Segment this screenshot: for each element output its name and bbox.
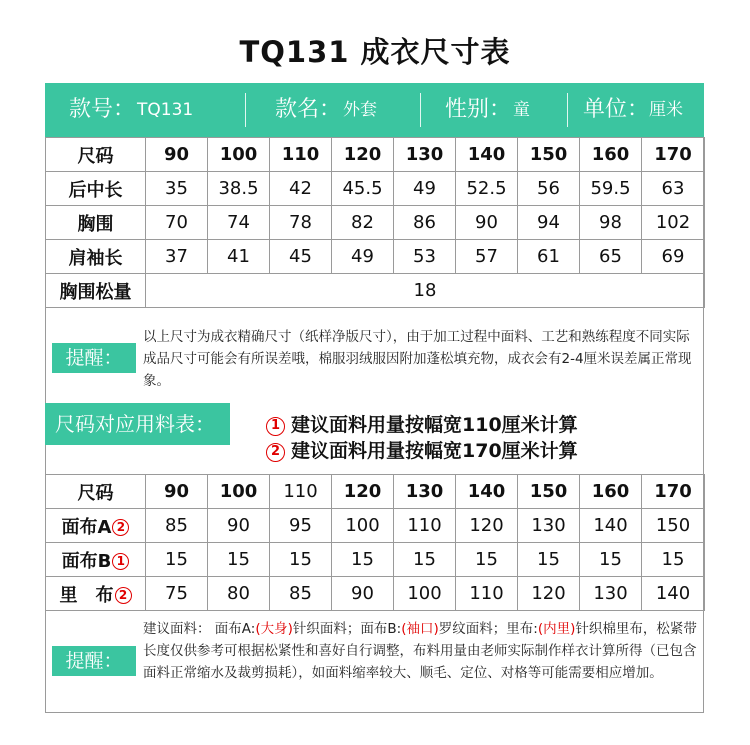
header-divider bbox=[567, 93, 568, 127]
size-header-cell: 130 bbox=[394, 138, 456, 172]
table-cell: 86 bbox=[394, 206, 456, 240]
size-header-cell: 170 bbox=[642, 475, 705, 509]
reminder-note bbox=[45, 308, 704, 397]
fabric-advice-2 bbox=[265, 436, 578, 463]
table-cell: 53 bbox=[394, 240, 456, 274]
table-cell: 110 bbox=[394, 509, 456, 543]
size-header-cell: 140 bbox=[456, 475, 518, 509]
table-cell: 65 bbox=[580, 240, 642, 274]
info-header bbox=[45, 83, 704, 137]
size-header-cell: 140 bbox=[456, 138, 518, 172]
note-highlight: (大身) bbox=[255, 621, 293, 637]
table-cell: 140 bbox=[642, 577, 705, 611]
table-cell: 150 bbox=[642, 509, 705, 543]
size-row-label: 尺码 bbox=[46, 138, 146, 172]
table-cell: 49 bbox=[332, 240, 394, 274]
header-divider bbox=[420, 93, 421, 127]
table-cell: 130 bbox=[580, 577, 642, 611]
size-header-cell: 150 bbox=[518, 138, 580, 172]
circled-number-icon: 2 bbox=[115, 587, 132, 604]
row-label: 后中长 bbox=[46, 172, 146, 206]
size-row-label: 尺码 bbox=[46, 475, 146, 509]
table-cell: 100 bbox=[394, 577, 456, 611]
table-row bbox=[46, 543, 705, 577]
ease-label: 胸围松量 bbox=[46, 274, 146, 308]
fabric-table bbox=[45, 474, 705, 611]
table-row bbox=[46, 172, 705, 206]
table-cell: 78 bbox=[270, 206, 332, 240]
table-cell: 110 bbox=[456, 577, 518, 611]
gender-label: 性别： bbox=[445, 97, 512, 122]
table-cell: 35 bbox=[146, 172, 208, 206]
reminder-badge-2: 提醒： bbox=[52, 646, 136, 676]
fabric-advice-1 bbox=[265, 410, 578, 437]
note-text: 针织棉里布，松紧带长度仅供参考可根据松紧性和喜好自行调整，布料用量由老师实际制作样衣计算所得（已包含面料正常缩水及裁剪损耗），如面料缩率较大、顺毛、定位、对格等可能需要相应增加。 bbox=[143, 621, 697, 681]
note-text: 建议面料： 面布A: bbox=[143, 621, 256, 637]
table-cell: 15 bbox=[518, 543, 580, 577]
table-cell: 42 bbox=[270, 172, 332, 206]
style-no-label: 款号： bbox=[69, 97, 136, 122]
table-cell: 120 bbox=[456, 509, 518, 543]
table-cell: 56 bbox=[518, 172, 580, 206]
note-highlight: (袖口) bbox=[401, 621, 439, 637]
name-value: 外套 bbox=[343, 100, 377, 120]
advice-text: 建议面料用量按幅宽170厘米计算 bbox=[291, 440, 578, 462]
table-cell: 98 bbox=[580, 206, 642, 240]
size-header-cell: 120 bbox=[332, 138, 394, 172]
row-label: 肩袖长 bbox=[46, 240, 146, 274]
unit-value: 厘米 bbox=[649, 100, 683, 120]
gender-value: 童 bbox=[513, 100, 530, 120]
circled-number-icon: 2 bbox=[266, 443, 285, 462]
size-header-cell: 120 bbox=[332, 475, 394, 509]
advice-text: 建议面料用量按幅宽110厘米计算 bbox=[291, 414, 578, 436]
table-cell: 52.5 bbox=[456, 172, 518, 206]
size-header-cell: 160 bbox=[580, 475, 642, 509]
table-cell: 41 bbox=[208, 240, 270, 274]
table-cell: 15 bbox=[146, 543, 208, 577]
row-label: 胸围 bbox=[46, 206, 146, 240]
size-header-cell: 130 bbox=[394, 475, 456, 509]
table-cell: 75 bbox=[146, 577, 208, 611]
table-cell: 49 bbox=[394, 172, 456, 206]
table-cell: 15 bbox=[332, 543, 394, 577]
reminder-badge: 提醒： bbox=[52, 343, 136, 373]
table-cell: 63 bbox=[642, 172, 705, 206]
fabric-section-title: 尺码对应用料表： bbox=[45, 403, 230, 445]
ease-value: 18 bbox=[146, 274, 705, 308]
table-cell: 69 bbox=[642, 240, 705, 274]
row-label-text: 里 布 bbox=[59, 584, 114, 606]
table-cell: 45.5 bbox=[332, 172, 394, 206]
table-row bbox=[46, 206, 705, 240]
table-cell: 74 bbox=[208, 206, 270, 240]
table-cell: 38.5 bbox=[208, 172, 270, 206]
table-cell: 70 bbox=[146, 206, 208, 240]
table-cell: 90 bbox=[456, 206, 518, 240]
header-divider bbox=[245, 93, 246, 127]
table-cell: 45 bbox=[270, 240, 332, 274]
table-cell: 100 bbox=[332, 509, 394, 543]
table-cell: 130 bbox=[518, 509, 580, 543]
size-header-cell: 90 bbox=[146, 475, 208, 509]
table-cell: 15 bbox=[456, 543, 518, 577]
table-cell: 15 bbox=[208, 543, 270, 577]
circled-number-icon: 1 bbox=[112, 553, 129, 570]
row-label bbox=[46, 577, 146, 611]
note-text: 罗纹面料；里布: bbox=[438, 621, 538, 637]
table-cell: 15 bbox=[580, 543, 642, 577]
size-table bbox=[45, 137, 705, 308]
row-label bbox=[46, 543, 146, 577]
table-cell: 102 bbox=[642, 206, 705, 240]
size-header-cell: 100 bbox=[208, 138, 270, 172]
unit-label: 单位： bbox=[583, 97, 650, 122]
size-header-cell: 90 bbox=[146, 138, 208, 172]
table-cell: 140 bbox=[580, 509, 642, 543]
table-cell: 95 bbox=[270, 509, 332, 543]
table-cell: 80 bbox=[208, 577, 270, 611]
ease-row bbox=[46, 274, 705, 308]
table-row bbox=[46, 577, 705, 611]
circled-number-icon: 2 bbox=[112, 519, 129, 536]
note-text: 针织面料；面布B: bbox=[292, 621, 402, 637]
size-header-cell: 110 bbox=[270, 475, 332, 509]
table-cell: 59.5 bbox=[580, 172, 642, 206]
row-label-text: 面布A bbox=[61, 516, 112, 538]
size-header-cell: 170 bbox=[642, 138, 705, 172]
size-header-cell: 150 bbox=[518, 475, 580, 509]
size-header-cell: 100 bbox=[208, 475, 270, 509]
circled-number-icon: 1 bbox=[266, 417, 285, 436]
row-label bbox=[46, 509, 146, 543]
table-cell: 85 bbox=[270, 577, 332, 611]
table-cell: 37 bbox=[146, 240, 208, 274]
style-no-value: TQ131 bbox=[137, 100, 194, 120]
table-cell: 15 bbox=[270, 543, 332, 577]
fabric-header-row bbox=[46, 475, 705, 509]
table-row bbox=[46, 240, 705, 274]
size-header-cell: 110 bbox=[270, 138, 332, 172]
page-title: TQ131 成衣尺寸表 bbox=[239, 35, 511, 69]
name-label: 款名： bbox=[275, 97, 342, 122]
note-highlight: (内里) bbox=[537, 621, 576, 637]
row-label-text: 面布B bbox=[61, 550, 112, 572]
table-cell: 15 bbox=[394, 543, 456, 577]
table-cell: 90 bbox=[208, 509, 270, 543]
table-cell: 120 bbox=[518, 577, 580, 611]
table-cell: 90 bbox=[332, 577, 394, 611]
table-cell: 61 bbox=[518, 240, 580, 274]
table-cell: 82 bbox=[332, 206, 394, 240]
fabric-reminder-note bbox=[45, 618, 704, 713]
table-cell: 15 bbox=[642, 543, 705, 577]
size-header-row bbox=[46, 138, 705, 172]
table-cell: 85 bbox=[146, 509, 208, 543]
size-header-cell: 160 bbox=[580, 138, 642, 172]
reminder-text: 以上尺寸为成衣精确尺寸（纸样净版尺寸），由于加工过程中面料、工艺和熟练程度不同实际成品尺寸可能会有所误差哦，棉服羽绒服因附加蓬松填充物，成衣会有2-4厘米误差属正常现象。 bbox=[143, 329, 692, 389]
fabric-reminder-text bbox=[143, 618, 699, 684]
table-cell: 94 bbox=[518, 206, 580, 240]
table-row bbox=[46, 509, 705, 543]
table-cell: 57 bbox=[456, 240, 518, 274]
